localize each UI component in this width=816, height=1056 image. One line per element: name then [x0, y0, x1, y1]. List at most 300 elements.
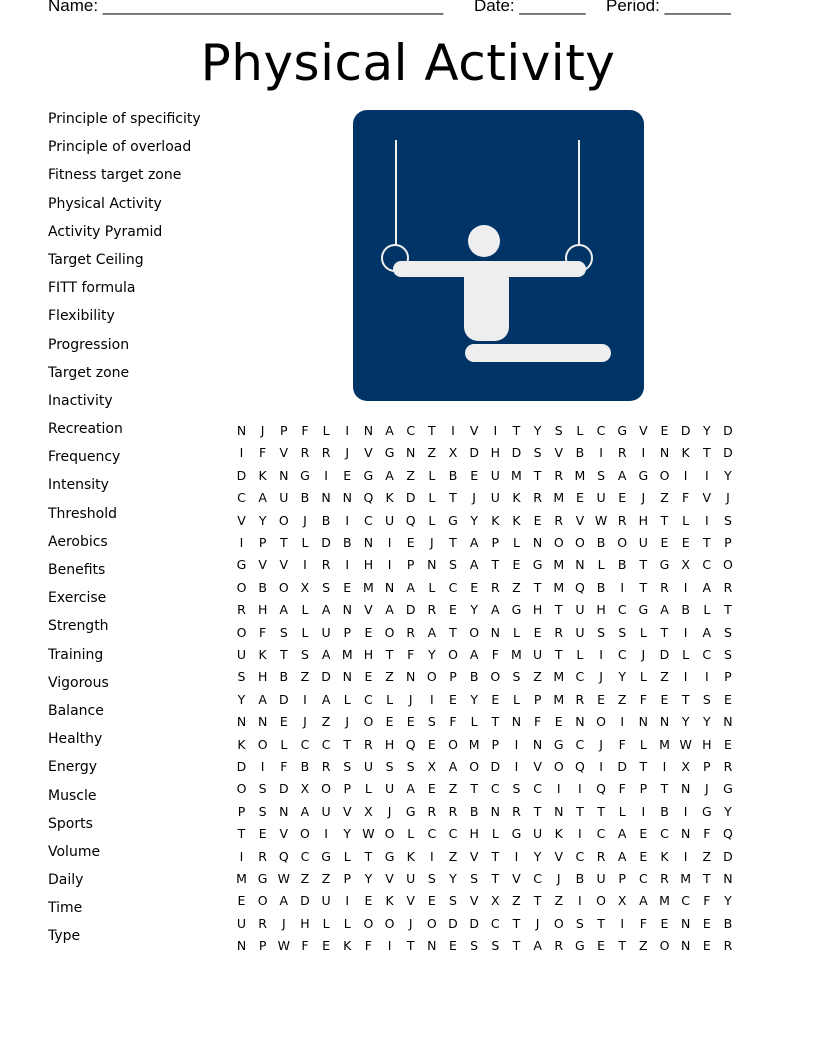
grid-letter[interactable]: A: [385, 467, 394, 483]
grid-letter[interactable]: I: [387, 938, 392, 954]
grid-letter[interactable]: G: [701, 803, 712, 819]
grid-letter[interactable]: V: [575, 512, 585, 528]
grid-letter[interactable]: P: [280, 423, 288, 438]
grid-letter[interactable]: R: [723, 759, 733, 774]
grid-letter[interactable]: C: [702, 557, 712, 573]
grid-letter[interactable]: I: [578, 826, 582, 842]
grid-letter[interactable]: G: [532, 557, 543, 573]
grid-letter[interactable]: I: [493, 423, 498, 438]
grid-letter[interactable]: I: [620, 915, 625, 931]
grid-letter[interactable]: E: [427, 893, 436, 909]
grid-letter[interactable]: R: [258, 848, 267, 864]
grid-letter[interactable]: V: [342, 803, 352, 819]
grid-letter[interactable]: T: [597, 915, 605, 931]
grid-letter[interactable]: V: [279, 445, 289, 461]
grid-letter[interactable]: Z: [321, 714, 331, 730]
grid-letter[interactable]: Z: [427, 445, 437, 461]
grid-letter[interactable]: T: [681, 691, 690, 707]
grid-letter[interactable]: T: [660, 624, 669, 640]
grid-letter[interactable]: X: [681, 759, 690, 774]
grid-letter[interactable]: S: [300, 647, 309, 662]
grid-letter[interactable]: O: [469, 624, 480, 640]
grid-letter[interactable]: A: [617, 826, 627, 842]
grid-letter[interactable]: S: [343, 759, 352, 774]
grid-letter[interactable]: U: [533, 647, 543, 662]
grid-letter[interactable]: T: [724, 602, 732, 618]
grid-letter[interactable]: F: [259, 624, 267, 640]
grid-letter[interactable]: L: [322, 915, 330, 931]
grid-letter[interactable]: B: [300, 490, 310, 506]
grid-letter[interactable]: N: [680, 826, 691, 842]
grid-letter[interactable]: D: [405, 490, 416, 506]
grid-letter[interactable]: F: [491, 647, 499, 662]
grid-letter[interactable]: R: [321, 445, 331, 461]
grid-letter[interactable]: V: [406, 893, 415, 909]
grid-letter[interactable]: N: [680, 938, 691, 954]
grid-letter[interactable]: N: [279, 467, 289, 483]
grid-letter[interactable]: E: [702, 938, 711, 954]
grid-letter[interactable]: O: [236, 624, 247, 640]
grid-letter[interactable]: A: [702, 624, 712, 640]
grid-letter[interactable]: Q: [596, 781, 606, 797]
grid-letter[interactable]: T: [618, 938, 626, 954]
grid-letter[interactable]: Z: [300, 871, 310, 886]
grid-letter[interactable]: H: [532, 602, 543, 618]
grid-letter[interactable]: N: [257, 714, 268, 730]
grid-letter[interactable]: A: [385, 602, 394, 618]
grid-letter[interactable]: V: [279, 826, 289, 842]
grid-letter[interactable]: O: [426, 915, 437, 931]
grid-letter[interactable]: M: [468, 736, 480, 752]
grid-letter[interactable]: C: [490, 915, 500, 931]
grid-letter[interactable]: A: [321, 602, 331, 618]
grid-letter[interactable]: H: [363, 557, 374, 573]
grid-letter[interactable]: K: [258, 467, 267, 483]
grid-letter[interactable]: R: [321, 557, 331, 573]
grid-letter[interactable]: E: [660, 915, 669, 931]
grid-letter[interactable]: F: [301, 938, 309, 954]
grid-letter[interactable]: Y: [237, 691, 246, 707]
grid-letter[interactable]: E: [449, 602, 457, 618]
grid-letter[interactable]: S: [385, 759, 394, 774]
grid-letter[interactable]: S: [449, 557, 457, 573]
grid-letter[interactable]: I: [683, 579, 688, 595]
grid-letter[interactable]: E: [681, 535, 690, 550]
grid-letter[interactable]: A: [258, 691, 267, 707]
grid-letter[interactable]: P: [343, 624, 352, 640]
grid-letter[interactable]: J: [303, 714, 307, 730]
grid-letter[interactable]: B: [681, 602, 690, 618]
grid-letter[interactable]: L: [639, 736, 647, 752]
grid-letter[interactable]: W: [277, 938, 290, 954]
grid-letter[interactable]: K: [385, 893, 394, 909]
grid-letter[interactable]: J: [641, 490, 646, 506]
grid-letter[interactable]: Y: [724, 803, 732, 819]
grid-letter[interactable]: D: [511, 445, 522, 461]
grid-letter[interactable]: S: [512, 781, 521, 797]
grid-letter[interactable]: N: [511, 714, 522, 730]
grid-letter[interactable]: U: [321, 893, 331, 909]
grid-letter[interactable]: B: [448, 467, 458, 483]
grid-letter[interactable]: H: [257, 669, 268, 685]
grid-letter[interactable]: Y: [724, 893, 732, 909]
grid-letter[interactable]: R: [427, 803, 437, 819]
grid-letter[interactable]: O: [553, 535, 564, 550]
grid-letter[interactable]: C: [575, 669, 585, 685]
grid-letter[interactable]: N: [723, 714, 733, 730]
grid-letter[interactable]: I: [683, 803, 688, 819]
grid-letter[interactable]: N: [554, 803, 564, 819]
grid-letter[interactable]: I: [345, 423, 350, 438]
grid-letter[interactable]: M: [659, 736, 670, 752]
grid-letter[interactable]: E: [533, 624, 542, 640]
grid-letter[interactable]: A: [491, 602, 500, 618]
grid-letter[interactable]: U: [363, 759, 373, 774]
grid-letter[interactable]: F: [703, 826, 711, 842]
grid-letter[interactable]: V: [533, 759, 542, 774]
grid-letter[interactable]: B: [596, 579, 606, 595]
grid-letter[interactable]: M: [680, 871, 692, 886]
grid-letter[interactable]: T: [639, 579, 648, 595]
grid-letter[interactable]: E: [385, 714, 394, 730]
grid-letter[interactable]: E: [258, 826, 267, 842]
grid-letter[interactable]: K: [237, 736, 246, 752]
grid-letter[interactable]: I: [260, 759, 265, 774]
grid-letter[interactable]: I: [430, 848, 434, 864]
grid-letter[interactable]: I: [578, 893, 582, 909]
grid-letter[interactable]: Z: [617, 691, 627, 707]
grid-letter[interactable]: Y: [258, 512, 267, 528]
grid-letter[interactable]: D: [278, 691, 289, 707]
grid-letter[interactable]: H: [702, 736, 712, 752]
grid-letter[interactable]: Y: [364, 871, 373, 886]
grid-letter[interactable]: X: [617, 893, 627, 909]
grid-letter[interactable]: O: [723, 557, 733, 573]
grid-letter[interactable]: M: [553, 579, 565, 595]
grid-letter[interactable]: C: [427, 826, 437, 842]
grid-letter[interactable]: R: [554, 624, 564, 640]
grid-letter[interactable]: I: [704, 467, 709, 483]
grid-letter[interactable]: D: [723, 423, 733, 438]
grid-letter[interactable]: T: [702, 871, 711, 886]
grid-letter[interactable]: T: [554, 647, 563, 662]
grid-letter[interactable]: Z: [321, 871, 331, 886]
grid-letter[interactable]: Z: [702, 848, 712, 864]
grid-letter[interactable]: P: [449, 669, 457, 685]
grid-letter[interactable]: N: [723, 871, 733, 886]
grid-letter[interactable]: E: [427, 736, 436, 752]
grid-letter[interactable]: O: [426, 669, 437, 685]
grid-letter[interactable]: N: [427, 938, 437, 954]
grid-letter[interactable]: J: [556, 871, 561, 886]
grid-letter[interactable]: Z: [554, 893, 564, 909]
grid-letter[interactable]: C: [575, 848, 585, 864]
grid-letter[interactable]: G: [638, 602, 649, 618]
grid-letter[interactable]: S: [597, 624, 606, 640]
grid-letter[interactable]: O: [553, 759, 564, 774]
grid-letter[interactable]: K: [512, 512, 521, 528]
grid-letter[interactable]: P: [724, 535, 732, 550]
grid-letter[interactable]: L: [703, 602, 711, 618]
grid-letter[interactable]: Q: [574, 759, 585, 774]
grid-letter[interactable]: F: [682, 490, 690, 506]
grid-letter[interactable]: E: [427, 781, 436, 797]
grid-letter[interactable]: G: [575, 938, 585, 954]
grid-letter[interactable]: R: [575, 691, 585, 707]
grid-letter[interactable]: I: [556, 781, 561, 797]
grid-letter[interactable]: J: [408, 691, 413, 707]
grid-letter[interactable]: V: [237, 512, 246, 528]
grid-letter[interactable]: R: [321, 759, 331, 774]
grid-letter[interactable]: N: [659, 445, 670, 461]
grid-letter[interactable]: L: [407, 826, 415, 842]
grid-letter[interactable]: T: [449, 490, 457, 506]
grid-letter[interactable]: P: [258, 535, 267, 550]
grid-letter[interactable]: R: [300, 445, 310, 461]
grid-letter[interactable]: R: [364, 736, 373, 752]
grid-letter[interactable]: X: [300, 781, 310, 797]
grid-letter[interactable]: C: [448, 826, 458, 842]
grid-letter[interactable]: K: [258, 647, 267, 662]
grid-letter[interactable]: Y: [533, 423, 542, 438]
grid-letter[interactable]: R: [237, 602, 246, 618]
grid-letter[interactable]: T: [279, 535, 288, 550]
grid-letter[interactable]: S: [533, 445, 542, 461]
grid-letter[interactable]: A: [321, 647, 331, 662]
grid-letter[interactable]: N: [575, 714, 585, 730]
grid-letter[interactable]: J: [408, 915, 413, 931]
grid-letter[interactable]: N: [236, 423, 247, 438]
grid-letter[interactable]: T: [512, 938, 521, 954]
grid-letter[interactable]: C: [300, 848, 310, 864]
grid-letter[interactable]: A: [427, 624, 437, 640]
grid-letter[interactable]: T: [279, 647, 288, 662]
grid-letter[interactable]: B: [596, 535, 606, 550]
grid-letter[interactable]: H: [469, 826, 479, 842]
grid-letter[interactable]: T: [533, 579, 542, 595]
grid-letter[interactable]: C: [533, 781, 542, 797]
grid-letter[interactable]: F: [449, 714, 457, 730]
grid-letter[interactable]: D: [469, 445, 479, 461]
grid-letter[interactable]: Z: [660, 669, 669, 685]
grid-letter[interactable]: N: [490, 624, 500, 640]
grid-letter[interactable]: F: [639, 915, 647, 931]
grid-letter[interactable]: E: [723, 736, 732, 752]
grid-letter[interactable]: I: [345, 893, 350, 909]
grid-letter[interactable]: L: [576, 647, 584, 662]
grid-letter[interactable]: N: [384, 579, 395, 595]
grid-letter[interactable]: A: [533, 938, 542, 954]
grid-letter[interactable]: N: [279, 803, 289, 819]
grid-letter[interactable]: C: [533, 871, 542, 886]
grid-letter[interactable]: N: [680, 915, 691, 931]
grid-letter[interactable]: U: [384, 512, 395, 528]
grid-letter[interactable]: L: [301, 535, 309, 550]
grid-letter[interactable]: C: [575, 736, 585, 752]
grid-letter[interactable]: M: [362, 579, 374, 595]
grid-letter[interactable]: L: [512, 624, 520, 640]
grid-letter[interactable]: G: [321, 848, 331, 864]
grid-letter[interactable]: V: [279, 557, 289, 573]
grid-letter[interactable]: F: [364, 938, 372, 954]
grid-letter[interactable]: J: [387, 803, 392, 819]
grid-letter[interactable]: O: [363, 714, 374, 730]
grid-letter[interactable]: S: [427, 714, 436, 730]
grid-letter[interactable]: R: [512, 803, 521, 819]
grid-letter[interactable]: O: [596, 714, 606, 730]
grid-letter[interactable]: R: [406, 624, 416, 640]
grid-letter[interactable]: A: [448, 759, 458, 774]
grid-letter[interactable]: L: [576, 423, 584, 438]
grid-letter[interactable]: T: [491, 557, 500, 573]
grid-letter[interactable]: O: [596, 893, 606, 909]
grid-letter[interactable]: Y: [681, 714, 690, 730]
grid-letter[interactable]: A: [639, 893, 648, 909]
grid-letter[interactable]: L: [597, 557, 605, 573]
grid-letter[interactable]: L: [512, 691, 520, 707]
grid-letter[interactable]: R: [723, 938, 733, 954]
grid-letter[interactable]: K: [491, 512, 500, 528]
grid-letter[interactable]: Y: [702, 714, 711, 730]
grid-letter[interactable]: Y: [702, 423, 711, 438]
grid-letter[interactable]: A: [617, 467, 627, 483]
grid-letter[interactable]: T: [385, 647, 394, 662]
grid-letter[interactable]: D: [321, 669, 331, 685]
grid-letter[interactable]: O: [257, 736, 268, 752]
grid-letter[interactable]: D: [321, 535, 331, 550]
grid-letter[interactable]: O: [448, 736, 458, 752]
grid-letter[interactable]: K: [660, 848, 669, 864]
grid-letter[interactable]: H: [300, 915, 310, 931]
grid-letter[interactable]: B: [300, 759, 310, 774]
grid-letter[interactable]: Z: [512, 893, 521, 909]
grid-letter[interactable]: E: [660, 691, 669, 707]
grid-letter[interactable]: Y: [343, 826, 352, 842]
grid-letter[interactable]: A: [660, 602, 669, 618]
grid-letter[interactable]: U: [490, 467, 500, 483]
grid-letter[interactable]: G: [363, 467, 374, 483]
grid-letter[interactable]: O: [659, 938, 670, 954]
grid-letter[interactable]: Z: [639, 938, 648, 954]
grid-letter[interactable]: R: [617, 512, 627, 528]
grid-letter[interactable]: V: [469, 848, 479, 864]
grid-letter[interactable]: L: [428, 467, 436, 483]
grid-letter[interactable]: V: [469, 423, 479, 438]
grid-letter[interactable]: N: [532, 535, 543, 550]
grid-letter[interactable]: E: [512, 557, 521, 573]
grid-letter[interactable]: M: [553, 669, 565, 685]
grid-letter[interactable]: S: [512, 669, 521, 685]
grid-letter[interactable]: S: [406, 759, 415, 774]
grid-letter[interactable]: T: [639, 557, 648, 573]
grid-letter[interactable]: G: [659, 557, 670, 573]
grid-letter[interactable]: E: [364, 669, 373, 685]
grid-letter[interactable]: P: [618, 871, 626, 886]
grid-letter[interactable]: M: [659, 893, 670, 909]
grid-letter[interactable]: A: [702, 579, 712, 595]
grid-letter[interactable]: S: [258, 803, 267, 819]
grid-letter[interactable]: E: [491, 691, 500, 707]
grid-letter[interactable]: Z: [385, 669, 394, 685]
grid-letter[interactable]: D: [680, 423, 691, 438]
grid-letter[interactable]: O: [236, 579, 247, 595]
grid-letter[interactable]: T: [491, 714, 500, 730]
grid-letter[interactable]: I: [303, 691, 307, 707]
grid-letter[interactable]: I: [641, 445, 646, 461]
grid-letter[interactable]: F: [703, 893, 711, 909]
grid-letter[interactable]: U: [596, 871, 606, 886]
grid-letter[interactable]: Y: [470, 512, 478, 528]
grid-letter[interactable]: O: [363, 915, 374, 931]
grid-letter[interactable]: F: [533, 714, 542, 730]
grid-letter[interactable]: N: [659, 714, 670, 730]
grid-letter[interactable]: P: [258, 938, 267, 954]
grid-letter[interactable]: L: [491, 826, 499, 842]
grid-letter[interactable]: S: [449, 893, 457, 909]
grid-letter[interactable]: C: [364, 691, 373, 707]
grid-letter[interactable]: B: [575, 871, 585, 886]
grid-letter[interactable]: I: [620, 579, 625, 595]
grid-letter[interactable]: J: [303, 512, 307, 528]
grid-letter[interactable]: T: [702, 445, 711, 461]
grid-letter[interactable]: G: [511, 826, 522, 842]
grid-letter[interactable]: I: [239, 848, 244, 864]
grid-letter[interactable]: V: [385, 871, 394, 886]
grid-letter[interactable]: A: [385, 423, 394, 438]
grid-letter[interactable]: C: [406, 423, 416, 438]
grid-letter[interactable]: V: [364, 602, 373, 618]
grid-letter[interactable]: T: [702, 535, 711, 550]
grid-letter[interactable]: X: [364, 803, 373, 819]
grid-letter[interactable]: I: [683, 848, 688, 864]
grid-letter[interactable]: I: [387, 557, 392, 573]
grid-letter[interactable]: R: [660, 871, 669, 886]
grid-letter[interactable]: D: [469, 915, 479, 931]
grid-letter[interactable]: C: [638, 871, 648, 886]
grid-letter[interactable]: Z: [406, 467, 415, 483]
grid-letter[interactable]: R: [723, 579, 733, 595]
grid-letter[interactable]: R: [258, 915, 267, 931]
grid-letter[interactable]: M: [511, 467, 522, 483]
grid-letter[interactable]: P: [703, 759, 711, 774]
grid-letter[interactable]: L: [322, 423, 330, 438]
grid-letter[interactable]: J: [260, 423, 265, 438]
grid-letter[interactable]: I: [514, 759, 519, 774]
grid-letter[interactable]: X: [491, 893, 500, 909]
grid-letter[interactable]: I: [514, 736, 519, 752]
grid-letter[interactable]: T: [533, 803, 542, 819]
grid-letter[interactable]: Y: [470, 691, 478, 707]
grid-letter[interactable]: I: [704, 669, 709, 685]
grid-letter[interactable]: A: [469, 647, 479, 662]
grid-letter[interactable]: O: [617, 535, 628, 550]
grid-letter[interactable]: N: [532, 736, 543, 752]
grid-letter[interactable]: T: [406, 938, 415, 954]
grid-letter[interactable]: K: [681, 445, 690, 461]
grid-letter[interactable]: D: [723, 445, 733, 461]
grid-letter[interactable]: O: [384, 826, 395, 842]
grid-letter[interactable]: X: [448, 445, 458, 461]
grid-letter[interactable]: Q: [574, 579, 585, 595]
grid-letter[interactable]: A: [406, 781, 415, 797]
grid-letter[interactable]: U: [384, 781, 395, 797]
grid-letter[interactable]: U: [279, 490, 289, 506]
grid-letter[interactable]: W: [679, 736, 692, 752]
grid-letter[interactable]: J: [726, 490, 730, 506]
grid-letter[interactable]: W: [362, 826, 375, 842]
grid-letter[interactable]: I: [239, 535, 244, 550]
grid-letter[interactable]: L: [428, 490, 436, 506]
